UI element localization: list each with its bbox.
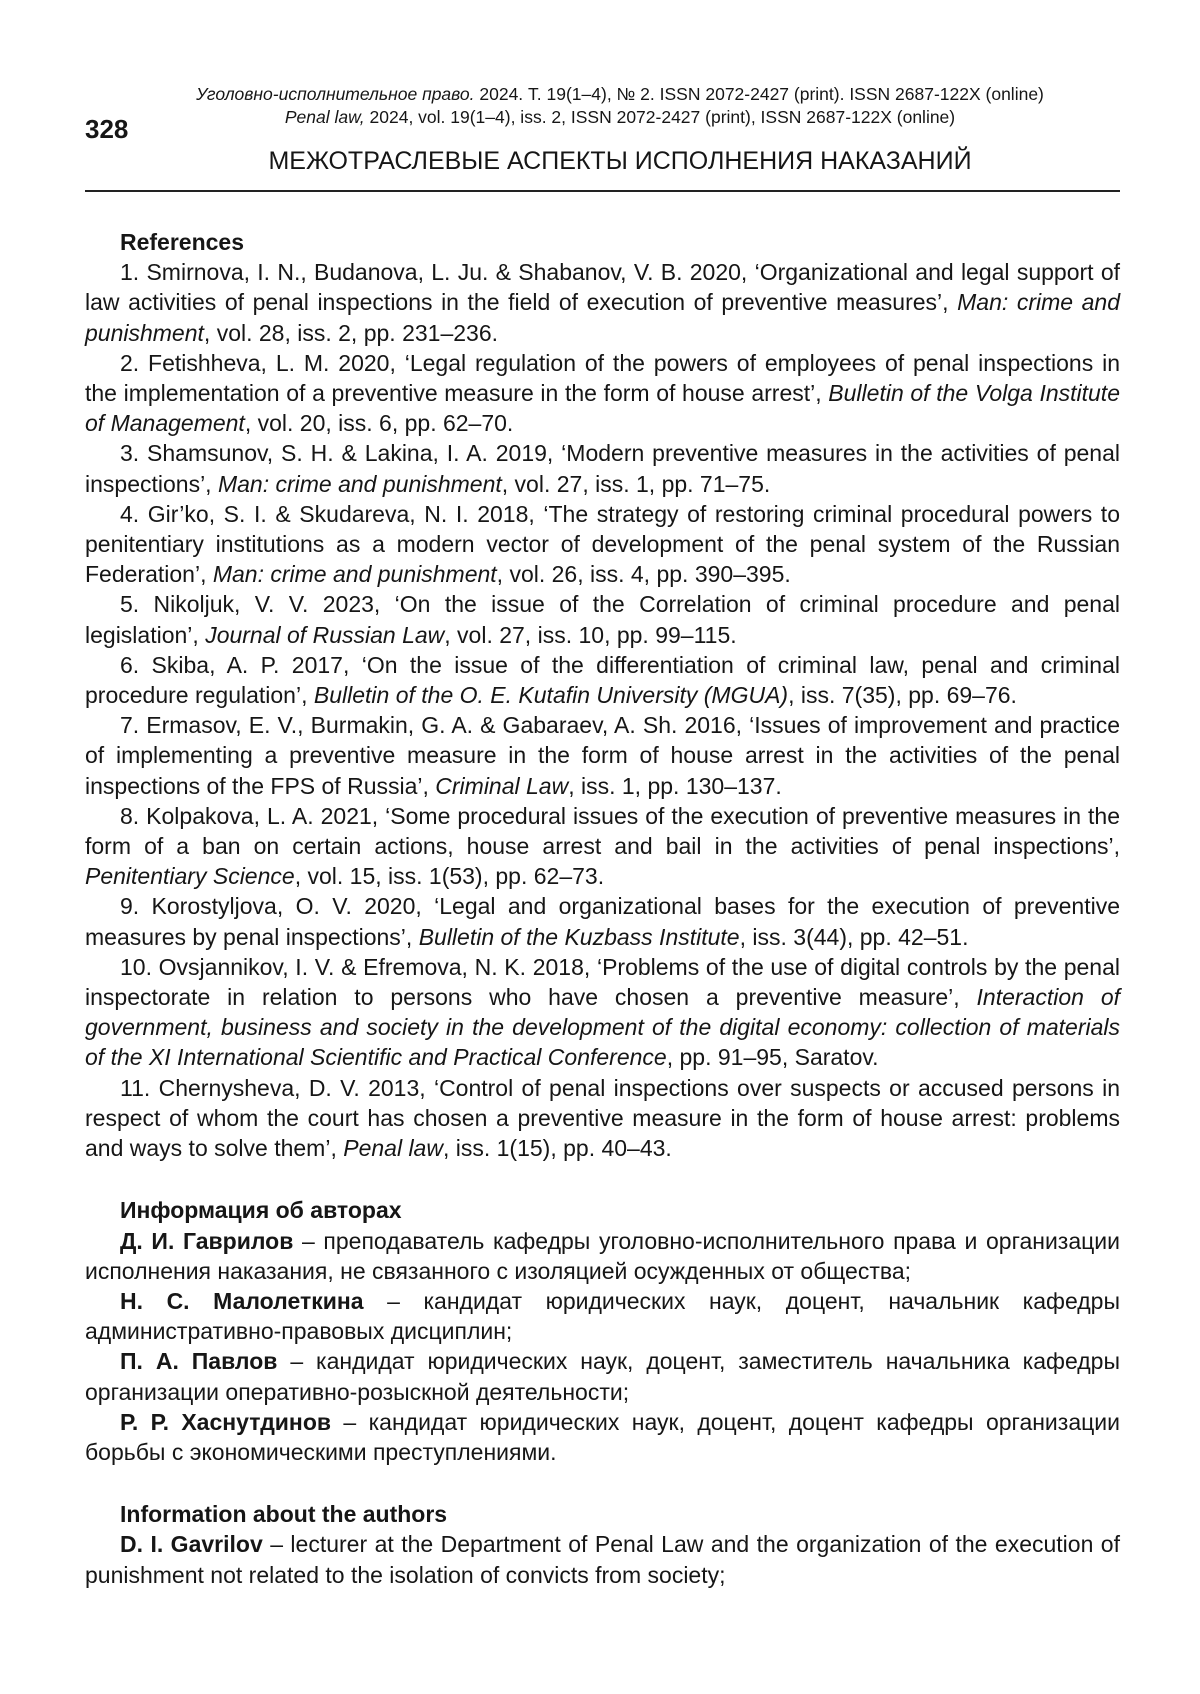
author-name: Р. Р. Хаснутдинов bbox=[120, 1408, 332, 1435]
page-number: 328 bbox=[85, 114, 129, 144]
reference-item: 11. Chernysheva, D. V. 2013, ‘Control of penal inspections over suspects or accused persons in respect of whom the court has chosen a preventive measure in the form of house arrest: problems and ways to solve them’, Penal law, iss. 1(15), pp. 40–43. bbox=[85, 1074, 1120, 1162]
journal-title-en: Penal law, bbox=[284, 107, 365, 127]
author-name: D. I. Gavrilov bbox=[120, 1531, 263, 1558]
section-title: МЕЖОТРАСЛЕВЫЕ АСПЕКТЫ ИСПОЛНЕНИЯ НАКАЗАНИЙ bbox=[268, 147, 972, 175]
author-name: Д. И. Гаврилов bbox=[120, 1227, 294, 1254]
author-item-ru: П. А. Павлов – кандидат юридических наук, доцент, заместитель начальника кафедры организации оперативно-розыскной деятельности; bbox=[85, 1348, 1120, 1405]
author-item-en: D. I. Gavrilov – lecturer at the Department of Penal Law and the organization of the execution of punishment not related to the isolation of convicts from society; bbox=[85, 1531, 1120, 1588]
reference-item: 9. Korostyljova, O. V. 2020, ‘Legal and organizational bases for the execution of preventive measures by penal inspections’, Bulletin of the Kuzbass Institute, iss. 3(44), pp. 42–51. bbox=[85, 893, 1120, 950]
reference-item: 2. Fetishheva, L. M. 2020, ‘Legal regulation of the powers of employees of penal inspections in the implementation of a preventive measure in the form of house arrest’, Bulletin of the Volga Institute of Management, vol. 20, iss. 6, pp. 62–70. bbox=[85, 349, 1120, 437]
header-divider bbox=[85, 190, 1120, 192]
reference-item: 5. Nikoljuk, V. V. 2023, ‘On the issue of the Correlation of criminal procedure and penal legislation’, Journal of Russian Law, vol. 27, iss. 10, pp. 99–115. bbox=[85, 591, 1120, 648]
page-body bbox=[85, 227, 1120, 1590]
reference-item: 6. Skiba, A. P. 2017, ‘On the issue of the differentiation of criminal law, penal and criminal procedure regulation’, Bulletin of the O. E. Kutafin University (MGUA), iss. 7(35), pp. 69–76. bbox=[85, 651, 1120, 709]
author-name: Н. С. Малолеткина bbox=[120, 1287, 364, 1314]
reference-item: 7. Ermasov, E. V., Burmakin, G. A. & Gabaraev, A. Sh. 2016, ‘Issues of improvement and practice of implementing a preventive measure in the form of house arrest in the activities of the penal inspections of the FPS of Russia’, Criminal Law, iss. 1, pp. 130–137. bbox=[85, 712, 1120, 799]
section-gap bbox=[85, 1163, 1120, 1195]
journal-header-ru bbox=[120, 83, 1120, 105]
reference-item: 1. Smirnova, I. N., Budanova, L. Ju. & Shabanov, V. B. 2020, ‘Organizational and legal support of law activities of penal inspections in the field of execution of preventive measures’, Man: crime and punishment, vol. 28, iss. 2, pp. 231–236. bbox=[85, 259, 1120, 346]
author-name: П. А. Павлов bbox=[120, 1348, 278, 1375]
author-item-ru: Н. С. Малолеткина – кандидат юридических наук, доцент, начальник кафедры административно-правовых дисциплин; bbox=[85, 1287, 1120, 1345]
authors-ru-heading: Информация об авторах bbox=[120, 1197, 402, 1224]
journal-title-ru: Уголовно-исполнительное право. bbox=[196, 84, 475, 104]
author-item-ru: Р. Р. Хаснутдинов – кандидат юридических наук, доцент, доцент кафедры организации борьбы с экономическими преступлениями. bbox=[85, 1408, 1120, 1465]
reference-item: 3. Shamsunov, S. H. & Lakina, I. A. 2019, ‘Modern preventive measures in the activities of penal inspections’, Man: crime and punishment, vol. 27, iss. 1, pp. 71–75. bbox=[85, 440, 1120, 497]
journal-issue-ru: 2024. Т. 19(1–4), № 2. ISSN 2072-2427 (print). ISSN 2687-122X (online) bbox=[474, 84, 1044, 104]
reference-item: 4. Gir’ko, S. I. & Skudareva, N. I. 2018, ‘The strategy of restoring criminal procedural powers to penitentiary institutions as a modern vector of development of the penal system of the Russian Federation’, Man: crime and punishment, vol. 26, iss. 4, pp. 390–395. bbox=[85, 500, 1120, 588]
references-heading: References bbox=[120, 229, 245, 255]
author-item-ru: Д. И. Гаврилов – преподаватель кафедры уголовно-исполнительного права и организации исполнения наказания, не связанного с изоляцией осужденных от общества; bbox=[85, 1227, 1121, 1284]
reference-item: 10. Ovsjannikov, I. V. & Efremova, N. K. 2018, ‘Problems of the use of digital controls by the penal inspectorate in relation to persons who have chosen a preventive measure’, Interaction of government, business and society in the development of the digital economy: collection of materials of the XI International Scientific and Practical Conference, pp. 91–95, Saratov. bbox=[85, 953, 1120, 1071]
reference-item: 8. Kolpakova, L. A. 2021, ‘Some procedural issues of the execution of preventive measures in the form of a ban on certain actions, house arrest and bail in the activities of penal inspections’, Penitentiary Science, vol. 15, iss. 1(53), pp. 62–73. bbox=[85, 802, 1120, 890]
authors-en-heading: Information about the authors bbox=[120, 1501, 448, 1528]
journal-header-en bbox=[120, 106, 1120, 128]
section-gap bbox=[85, 1467, 1120, 1499]
journal-issue-en: 2024, vol. 19(1–4), iss. 2, ISSN 2072-2427 (print), ISSN 2687-122X (online) bbox=[364, 107, 956, 127]
